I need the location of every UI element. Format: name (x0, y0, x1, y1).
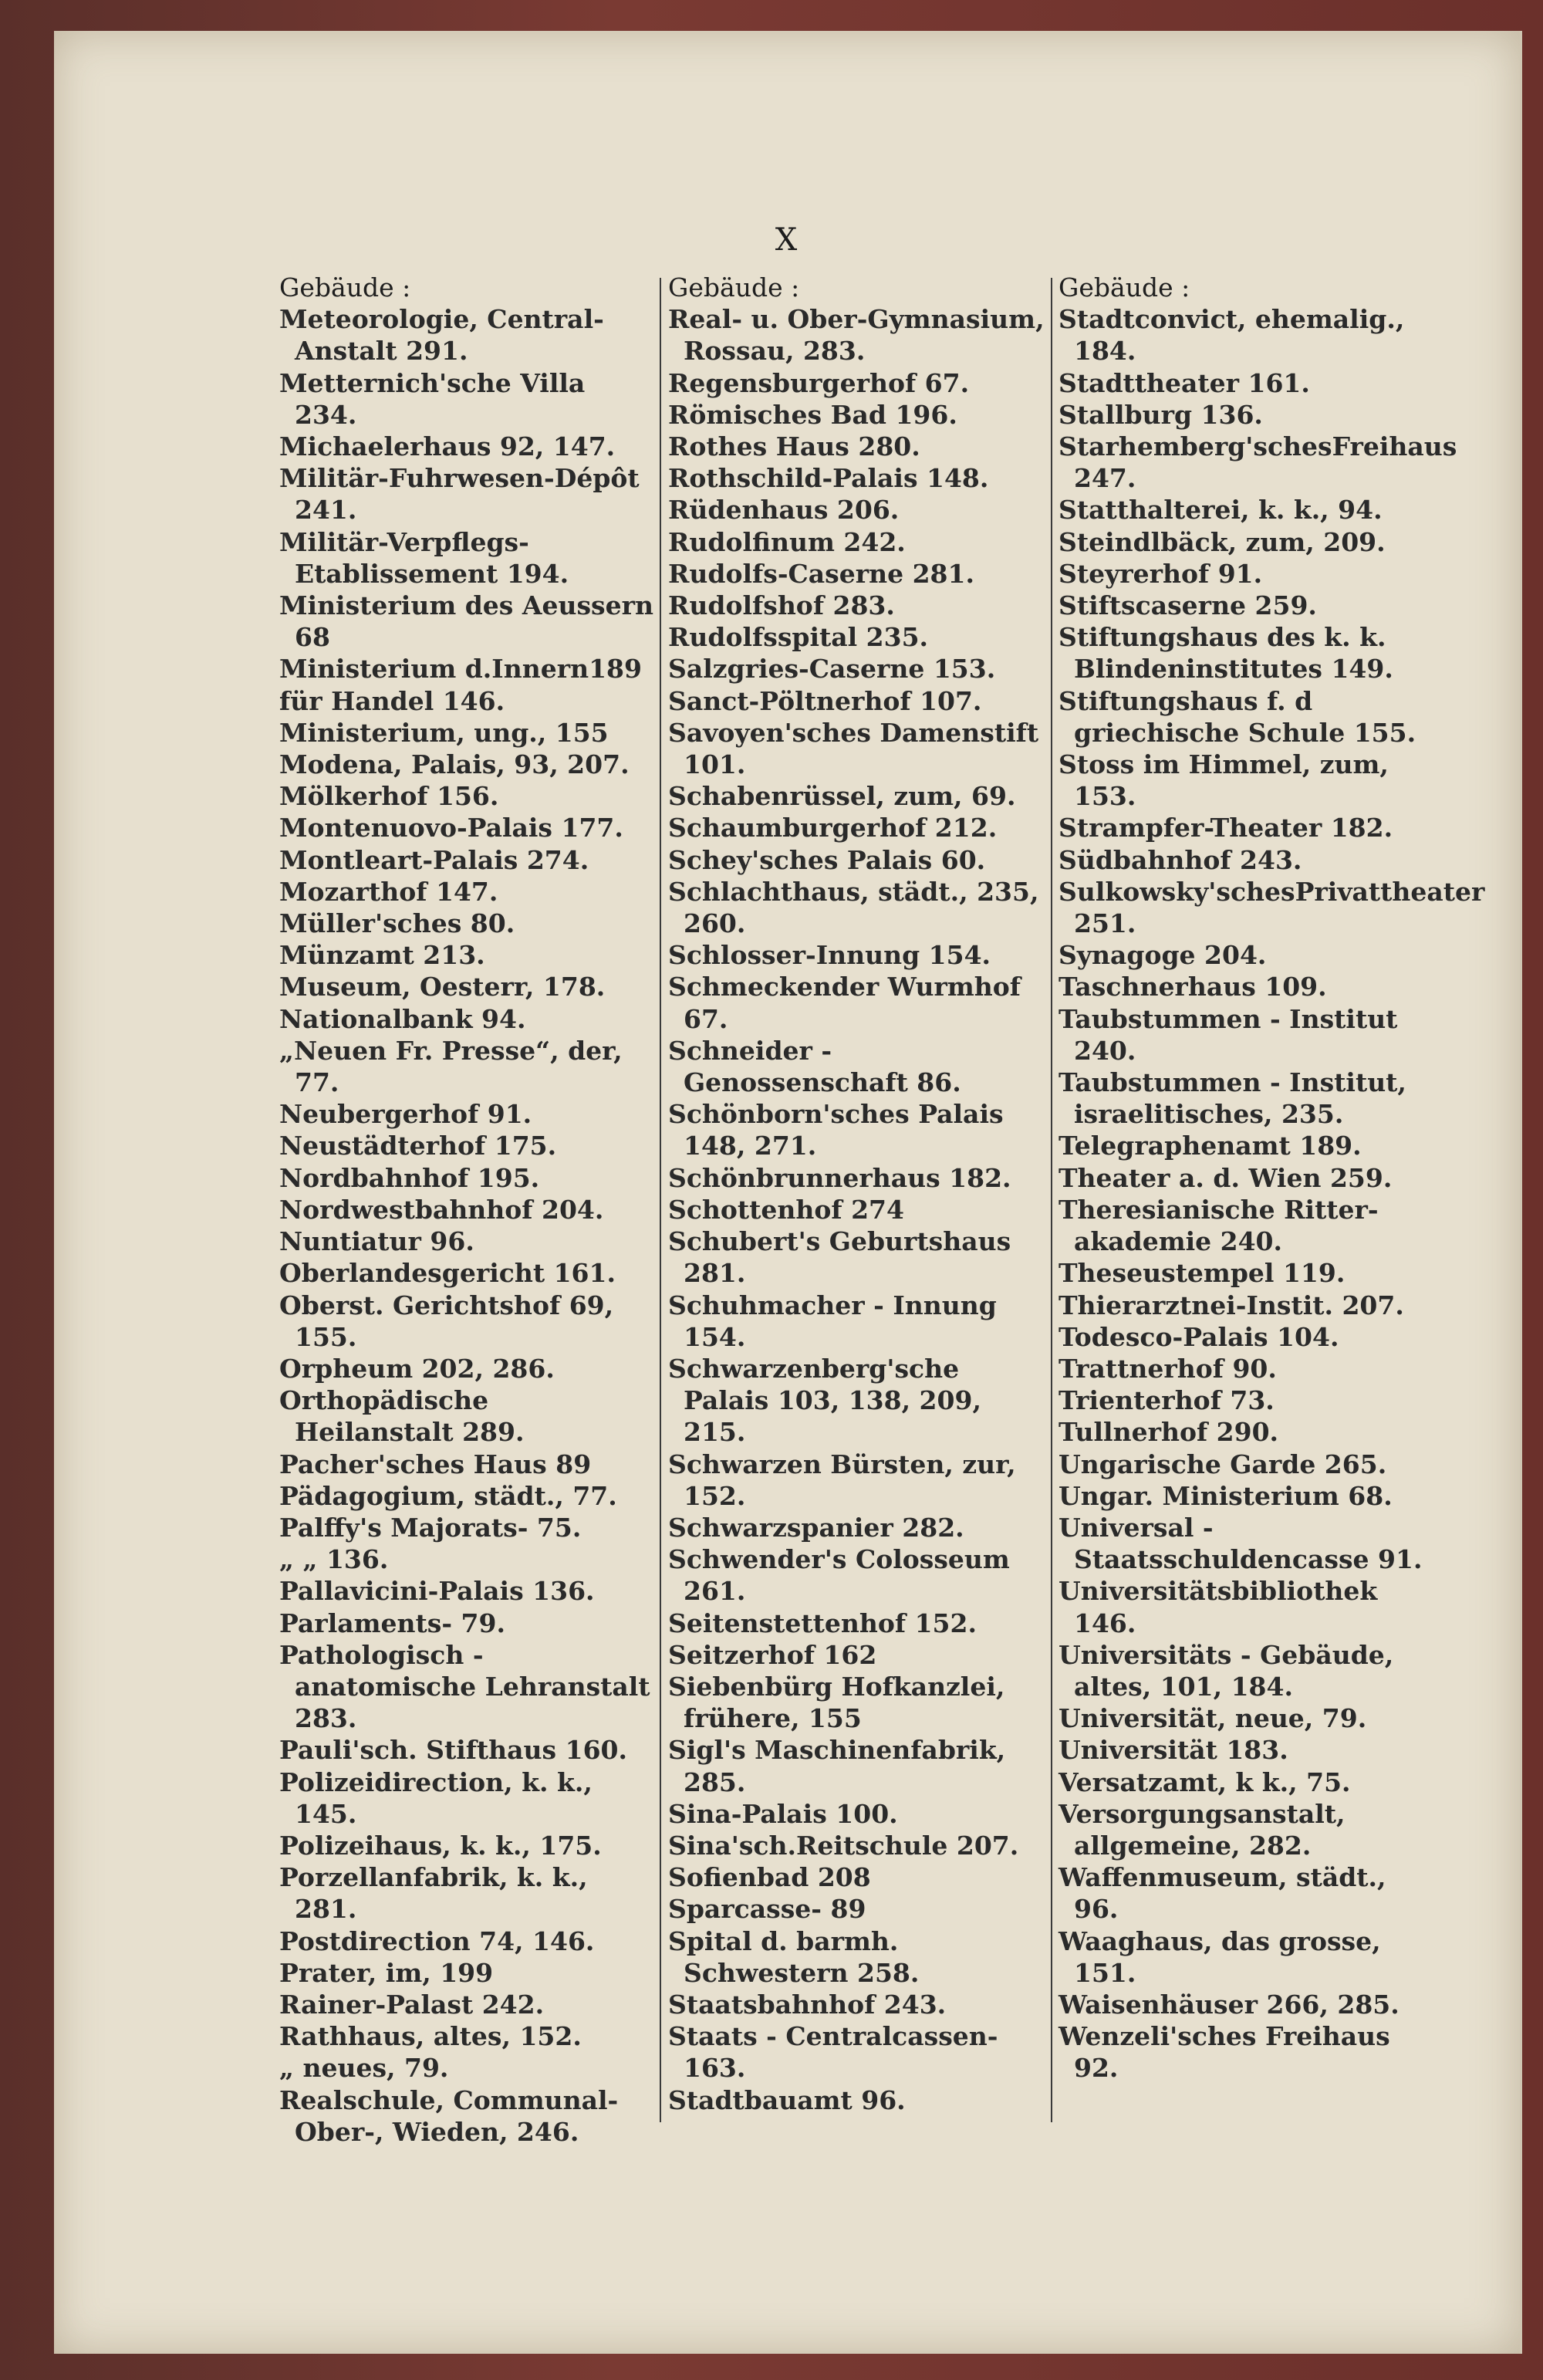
index-entry: Meteorologie, Central-Anstalt 291. (279, 304, 604, 367)
column-divider (1051, 278, 1052, 2122)
index-entry: Schwender's Colosseum 261. (668, 1544, 1010, 1607)
index-entry: Stiftungshaus f. d griechische Schule 155. (1058, 685, 1416, 748)
index-entry: Synagoge 204. (1058, 940, 1267, 971)
index-entry: Taubstummen - Institut, israelitisches, 235. (1058, 1067, 1406, 1130)
index-entry: Spital d. barmh. Schwestern 258. (668, 1925, 920, 1988)
index-entry: Rudolfshof 283. (668, 590, 895, 621)
index-entry: Stiftscaserne 259. (1058, 590, 1317, 621)
index-entry: Starhemberg'schesFreihaus 247. (1058, 431, 1457, 494)
index-entry: Rüdenhaus 206. (668, 495, 900, 526)
index-entry: Schneider - Genossenschaft 86. (668, 1035, 961, 1098)
index-entry: Pathologisch - anatomische Lehranstalt 283. (279, 1639, 650, 1734)
index-column-1 (279, 272, 653, 2148)
entry-list (279, 303, 653, 2148)
index-entry: Trienterhof 73. (1058, 1385, 1275, 1416)
index-entry: Stoss im Himmel, zum, 153. (1058, 749, 1389, 812)
index-entry: Waffenmuseum, städt., 96. (1058, 1862, 1386, 1925)
index-entry: Porzellanfabrik, k. k., 281. (279, 1862, 588, 1925)
index-entry: Sina'sch.Reitschule 207. (668, 1830, 1019, 1861)
index-entry: Ministerium des Aeussern 68 (279, 590, 653, 653)
index-entry: Ministerium d.Innern189 (279, 654, 642, 685)
index-entry: Rudolfinum 242. (668, 526, 906, 557)
index-entry: Südbahnhof 243. (1058, 844, 1302, 875)
index-entry: für Handel 146. (279, 685, 505, 716)
index-entry: Strampfer-Theater 182. (1058, 813, 1393, 843)
index-entry: Stadttheater 161. (1058, 367, 1310, 398)
index-entry: Savoyen'sches Damenstift 101. (668, 717, 1039, 780)
index-entry: Steindlbäck, zum, 209. (1058, 526, 1386, 557)
index-entry: Schlachthaus, städt., 235, 260. (668, 876, 1039, 939)
entry-list (668, 303, 1046, 2116)
index-entry: Staats - Centralcassen-163. (668, 2021, 998, 2084)
index-entry: Palffy's Majorats- 75. (279, 1512, 582, 1543)
index-entry: Neubergerhof 91. (279, 1099, 532, 1130)
index-entry: Pauli'sch. Stifthaus 160. (279, 1735, 627, 1766)
index-entry: „ „ 136. (279, 1544, 389, 1575)
index-entry: Schmeckender Wurmhof 67. (668, 972, 1021, 1034)
index-entry: Staatsbahnhof 243. (668, 1989, 947, 2020)
index-entry: Schuhmacher - Innung 154. (668, 1290, 997, 1352)
index-entry: Schabenrüssel, zum, 69. (668, 781, 1016, 812)
index-entry: Universität 183. (1058, 1735, 1288, 1766)
index-entry: Schönbrunnerhaus 182. (668, 1162, 1011, 1193)
index-entry: Regensburgerhof 67. (668, 367, 970, 398)
page-title: X (775, 222, 799, 258)
index-entry: Pallavicini-Palais 136. (279, 1576, 595, 1607)
index-entry: Sigl's Maschinenfabrik, 285. (668, 1735, 1006, 1797)
column-header: Gebäude : (668, 272, 800, 303)
index-entry: Waisenhäuser 266, 285. (1058, 1989, 1400, 2020)
index-entry: Schey'sches Palais 60. (668, 844, 986, 875)
column-divider (660, 278, 661, 2122)
index-entry: Oberlandesgericht 161. (279, 1258, 616, 1289)
index-entry: Ungar. Ministerium 68. (1058, 1480, 1393, 1511)
index-entry: Postdirection 74, 146. (279, 1925, 595, 1956)
index-entry: Ungarische Garde 265. (1058, 1449, 1387, 1479)
index-entry: Rudolfsspital 235. (668, 622, 929, 653)
index-entry: Mölkerhof 156. (279, 781, 499, 812)
index-entry: Pacher'sches Haus 89 (279, 1449, 592, 1479)
index-entry: Real- u. Ober-Gymnasium, Rossau, 283. (668, 304, 1045, 367)
index-entry: Modena, Palais, 93, 207. (279, 749, 630, 780)
entry-list (1058, 303, 1485, 2084)
index-entry: Realschule, Communal-Ober-, Wieden, 246. (279, 2084, 619, 2147)
index-entry: Römisches Bad 196. (668, 399, 957, 430)
index-entry: Nuntiatur 96. (279, 1226, 474, 1257)
index-entry: Sulkowsky'schesPrivattheater 251. (1058, 876, 1485, 939)
index-entry: Thierarztnei-Instit. 207. (1058, 1290, 1404, 1320)
index-entry: Rudolfs-Caserne 281. (668, 558, 974, 589)
index-entry: Mozarthof 147. (279, 876, 498, 907)
index-entry: Universal - Staatsschuldencasse 91. (1058, 1512, 1423, 1575)
index-entry: Statthalterei, k. k., 94. (1058, 495, 1383, 526)
index-entry: Schwarzen Bürsten, zur, 152. (668, 1449, 1016, 1511)
index-entry: Sanct-Pöltnerhof 107. (668, 685, 982, 716)
index-entry: Rainer-Palast 242. (279, 1989, 545, 2020)
index-entry: „ neues, 79. (279, 2053, 449, 2084)
index-entry: Schaumburgerhof 212. (668, 813, 998, 843)
index-entry: Sofienbad 208 (668, 1862, 871, 1893)
index-entry: Todesco-Palais 104. (1058, 1321, 1339, 1352)
index-entry: Münzamt 213. (279, 940, 485, 971)
index-entry: Sina-Palais 100. (668, 1798, 898, 1829)
index-entry: Orpheum 202, 286. (279, 1353, 555, 1384)
index-entry: Ministerium, ung., 155 (279, 717, 609, 748)
index-entry: Metternich'sche Villa 234. (279, 367, 586, 430)
column-header: Gebäude : (1058, 272, 1190, 303)
index-entry: Polizeidirection, k. k., 145. (279, 1766, 593, 1829)
index-entry: Pädagogium, städt., 77. (279, 1480, 617, 1511)
index-entry: Universitätsbibliothek 146. (1058, 1576, 1378, 1638)
index-entry: Taubstummen - Institut 240. (1058, 1003, 1398, 1066)
index-entry: Montleart-Palais 274. (279, 844, 589, 875)
index-entry: Taschnerhaus 109. (1058, 972, 1327, 1002)
index-entry: Militär-Verpflegs-Etablissement 194. (279, 526, 569, 589)
index-entry: Nationalbank 94. (279, 1003, 526, 1034)
index-entry: Nordwestbahnhof 204. (279, 1194, 604, 1225)
index-entry: Siebenbürg Hofkanzlei, frühere, 155 (668, 1671, 1005, 1734)
index-entry: Stallburg 136. (1058, 399, 1263, 430)
column-header: Gebäude : (279, 272, 411, 303)
index-entry: Versatzamt, k k., 75. (1058, 1766, 1351, 1797)
index-entry: Museum, Oesterr, 178. (279, 972, 606, 1002)
index-entry: Stiftungshaus des k. k. Blindeninstitutes 149. (1058, 622, 1393, 685)
index-entry: Schottenhof 274 (668, 1194, 904, 1225)
index-entry: Rothes Haus 280. (668, 431, 920, 462)
index-entry: Trattnerhof 90. (1058, 1353, 1277, 1384)
index-entry: Versorgungsanstalt, allgemeine, 282. (1058, 1798, 1345, 1861)
index-entry: Michaelerhaus 92, 147. (279, 431, 616, 462)
index-entry: Müller'sches 80. (279, 908, 515, 939)
index-entry: Theresianische Ritter-akademie 240. (1058, 1194, 1379, 1257)
index-entry: Wenzeli'sches Freihaus 92. (1058, 2021, 1390, 2084)
index-entry: Militär-Fuhrwesen-Dépôt 241. (279, 463, 640, 526)
index-column-2 (668, 272, 1046, 2116)
index-entry: Tullnerhof 290. (1058, 1417, 1279, 1448)
index-entry: Montenuovo-Palais 177. (279, 813, 623, 843)
index-entry: Salzgries-Caserne 153. (668, 654, 996, 685)
index-entry: Schwarzspanier 282. (668, 1512, 964, 1543)
index-entry: Rothschild-Palais 148. (668, 463, 989, 494)
index-column-3 (1058, 272, 1485, 2084)
index-entry: Stadtbauamt 96. (668, 2084, 906, 2115)
index-entry: Schönborn'sches Palais 148, 271. (668, 1099, 1004, 1161)
index-entry: Stadtconvict, ehemalig., 184. (1058, 304, 1405, 367)
index-entry: Rathhaus, altes, 152. (279, 2021, 582, 2052)
index-entry: Sparcasse- 89 (668, 1894, 866, 1925)
index-entry: Polizeihaus, k. k., 175. (279, 1830, 602, 1861)
index-entry: Nordbahnhof 195. (279, 1162, 540, 1193)
index-entry: Neustädterhof 175. (279, 1131, 557, 1161)
index-entry: Seitenstettenhof 152. (668, 1608, 977, 1638)
index-entry: Theseustempel 119. (1058, 1258, 1345, 1289)
index-entry: Schlosser-Innung 154. (668, 940, 991, 971)
index-entry: Theater a. d. Wien 259. (1058, 1162, 1393, 1193)
index-entry: Schwarzenberg'sche Palais 103, 138, 209, 215. (668, 1353, 981, 1448)
index-entry: Oberst. Gerichtshof 69, 155. (279, 1290, 614, 1352)
index-entry: Orthopädische Heilanstalt 289. (279, 1385, 525, 1448)
index-entry: Telegraphenamt 189. (1058, 1131, 1362, 1161)
index-entry: Universität, neue, 79. (1058, 1703, 1367, 1734)
index-entry: Universitäts - Gebäude, altes, 101, 184. (1058, 1639, 1394, 1702)
index-entry: „Neuen Fr. Presse“, der, 77. (279, 1035, 623, 1098)
index-entry: Schubert's Geburtshaus 281. (668, 1226, 1011, 1289)
index-entry: Steyrerhof 91. (1058, 558, 1263, 589)
index-entry: Parlaments- 79. (279, 1608, 505, 1638)
index-entry: Waaghaus, das grosse, 151. (1058, 1925, 1381, 1988)
index-entry: Prater, im, 199 (279, 1957, 494, 1988)
index-entry: Seitzerhof 162 (668, 1639, 877, 1670)
